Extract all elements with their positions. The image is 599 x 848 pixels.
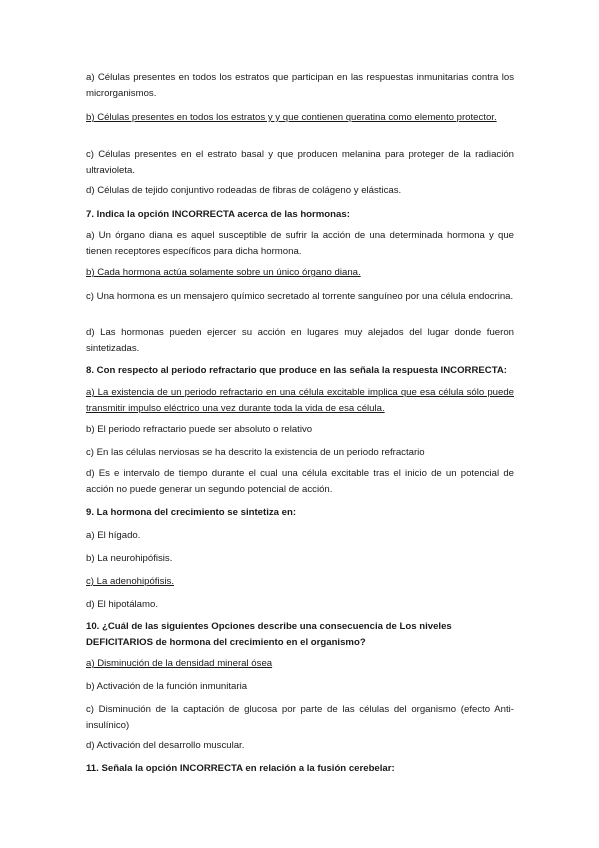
q9-option-b: b) La neurohipófisis. [86,553,173,564]
q9-question: 9. La hormona del crecimiento se sintetiza en: [86,507,297,518]
q7-option-d: d) Las hormonas pueden ejercer su acción en lugares muy alejados del lugar donde fueron sintetizadas. [86,327,514,354]
q8-option-c: c) En las células nerviosas se ha descrito la existencia de un periodo refractario [86,447,425,458]
q6-option-d: d) Células de tejido conjuntivo rodeadas de fibras de colágeno y elásticas. [86,185,402,196]
q7-option-b-answer: b) Cada hormona actúa solamente sobre un único órgano diana. [86,267,361,278]
q9-option-d: d) El hipotálamo. [86,599,158,610]
q6-option-a: a) Células presentes en todos los estratos que participan en las respuestas inmunitarias contra los microrganismos. [86,72,514,99]
q6-option-b-answer: b) Células presentes en todos los estratos y y que contienen queratina como elemento protector. [86,112,497,123]
q10-option-d: d) Activación del desarrollo muscular. [86,740,245,751]
q8-option-a-answer: a) La existencia de un periodo refractario en una célula excitable implica que esa célula sólo puede transmitir impulso eléctrico una vez durante toda la vida de esa célula. [86,387,514,414]
q8-option-d: d) Es e intervalo de tiempo durante el cual una célula excitable tras el inicio de un potencial de acción no puede generar un segundo potencial de acción. [86,468,514,495]
q7-question: 7. Indica la opción INCORRECTA acerca de las hormonas: [86,209,350,220]
q10-option-a-answer: a) Disminución de la densidad mineral ósea [86,658,273,669]
q10-question: 10. ¿Cuál de las siguientes Opciones describe una consecuencia de Los niveles DEFICITARIOS de hormona del crecimiento en el organismo? [86,621,452,648]
q8-question: 8. Con respecto al periodo refractario que produce en las señala la respuesta INCORRECTA: [86,365,507,376]
q9-option-c-answer: c) La adenohipófisis. [86,576,174,587]
q8-option-b: b) El periodo refractario puede ser absoluto o relativo [86,424,313,435]
q11-question: 11. Señala la opción INCORRECTA en relación a la fusión cerebelar: [86,763,395,774]
q9-option-a: a) El hígado. [86,530,141,541]
q7-option-a: a) Un órgano diana es aquel susceptible de sufrir la acción de una determinada hormona y que tienen receptores específicos para dicha hormona. [86,230,514,257]
q10-option-c: c) Disminución de la captación de glucosa por parte de las células del organismo (efecto Anti-insulínico) [86,704,514,731]
q7-option-c: c) Una hormona es un mensajero químico secretado al torrente sanguíneo por una célula endocrina. [86,291,514,302]
q6-option-c: c) Células presentes en el estrato basal y que producen melanina para proteger de la radiación ultravioleta. [86,149,514,176]
q10-option-b: b) Activación de la función inmunitaria [86,681,248,692]
